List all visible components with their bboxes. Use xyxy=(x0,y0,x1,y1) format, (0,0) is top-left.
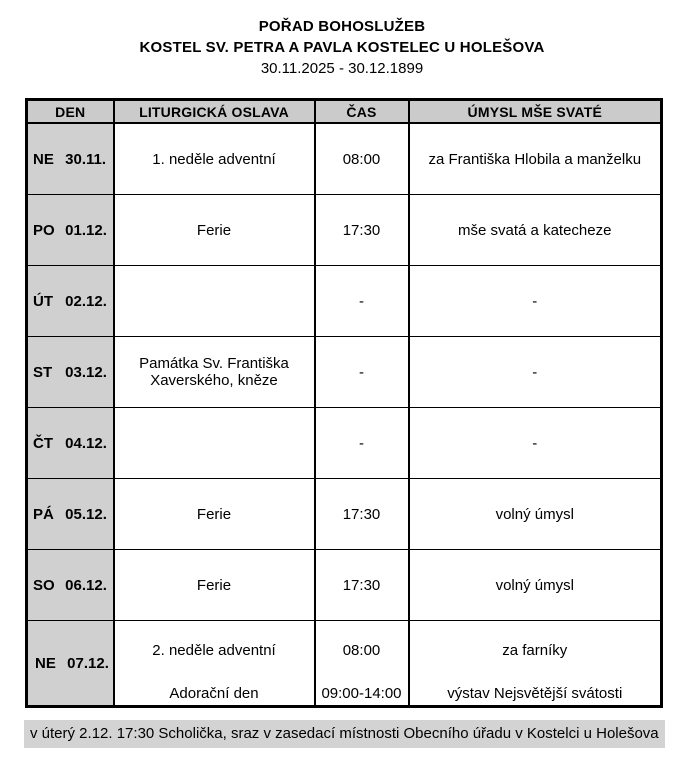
church-name: KOSTEL SV. PETRA A PAVLA KOSTELEC U HOLEŠOVA xyxy=(139,39,545,56)
table-header-row xyxy=(27,100,662,124)
day-date: 30.11. xyxy=(65,150,107,168)
celebration-cell xyxy=(114,266,315,337)
footer-note: v úterý 2.12. 17:30 Scholička, sraz v zasedací místnosti Obecního úřadu v Kostelci u Holešova xyxy=(24,720,665,748)
time-cell: 17:30 xyxy=(315,550,409,621)
celebration-cell: Ferie xyxy=(114,195,315,266)
day-date: 03.12. xyxy=(65,363,107,381)
table-row xyxy=(27,621,662,707)
day-cell xyxy=(27,408,114,479)
header-umysl: ÚMYSL MŠE SVATÉ xyxy=(409,100,662,124)
day-abbr: NE xyxy=(35,654,56,672)
day-abbr: PO xyxy=(33,221,55,239)
day-date: 05.12. xyxy=(65,505,107,523)
table-row xyxy=(27,337,662,408)
day-date: 02.12. xyxy=(65,292,107,310)
intention-cell: volný úmysl xyxy=(409,550,662,621)
table-row xyxy=(27,266,662,337)
time-cell: 08:00 xyxy=(315,123,409,195)
date-range: 30.11.2025 - 30.12.1899 xyxy=(260,60,424,77)
intention-cell: - xyxy=(409,337,662,408)
title-block xyxy=(0,0,684,79)
celebration-cell: 1. neděle adventní xyxy=(114,123,315,195)
table-row xyxy=(27,479,662,550)
page-title: POŘAD BOHOSLUŽEB xyxy=(258,18,426,35)
day-cell xyxy=(27,337,114,408)
header-den: DEN xyxy=(27,100,114,124)
time-line2: 09:00-14:00 xyxy=(321,685,402,702)
time-cell: - xyxy=(315,266,409,337)
intention-cell: - xyxy=(409,266,662,337)
intention-line1: za farníky xyxy=(502,642,568,659)
day-cell xyxy=(27,550,114,621)
intention-line2: výstav Nejsvětější svátosti xyxy=(447,685,623,702)
day-cell xyxy=(27,266,114,337)
time-cell xyxy=(315,621,409,707)
time-cell: 17:30 xyxy=(315,195,409,266)
day-abbr: SO xyxy=(33,576,55,594)
day-date: 01.12. xyxy=(65,221,107,239)
intention-cell: volný úmysl xyxy=(409,479,662,550)
intention-cell: mše svatá a katecheze xyxy=(409,195,662,266)
intention-cell: za Františka Hlobila a manželku xyxy=(409,123,662,195)
intention-cell xyxy=(409,621,662,707)
celebration-cell: Památka Sv. Františka Xaverského, kněze xyxy=(114,337,315,408)
day-date: 04.12. xyxy=(65,434,107,452)
intention-cell: - xyxy=(409,408,662,479)
time-cell: 17:30 xyxy=(315,479,409,550)
celebration-cell: Ferie xyxy=(114,550,315,621)
celebration-cell: Ferie xyxy=(114,479,315,550)
day-cell xyxy=(27,479,114,550)
header-cas: ČAS xyxy=(315,100,409,124)
table-row xyxy=(27,195,662,266)
table-row xyxy=(27,408,662,479)
time-line1: 08:00 xyxy=(342,642,381,659)
day-cell xyxy=(27,621,114,707)
time-cell: - xyxy=(315,337,409,408)
day-abbr: PÁ xyxy=(33,505,54,523)
time-cell: - xyxy=(315,408,409,479)
day-cell xyxy=(27,195,114,266)
header-liturgicka-oslava: LITURGICKÁ OSLAVA xyxy=(114,100,315,124)
table-row xyxy=(27,123,662,195)
day-cell xyxy=(27,123,114,195)
day-abbr: ÚT xyxy=(33,292,53,310)
day-abbr: ČT xyxy=(33,434,53,452)
day-abbr: NE xyxy=(33,150,54,168)
day-date: 06.12. xyxy=(65,576,107,594)
celebration-line2: Adorační den xyxy=(169,685,259,702)
day-date: 07.12. xyxy=(67,654,109,672)
schedule-table xyxy=(25,98,663,708)
celebration-line1: 2. neděle adventní xyxy=(152,642,276,659)
day-abbr: ST xyxy=(33,363,53,381)
celebration-cell xyxy=(114,621,315,707)
celebration-cell xyxy=(114,408,315,479)
table-row xyxy=(27,550,662,621)
